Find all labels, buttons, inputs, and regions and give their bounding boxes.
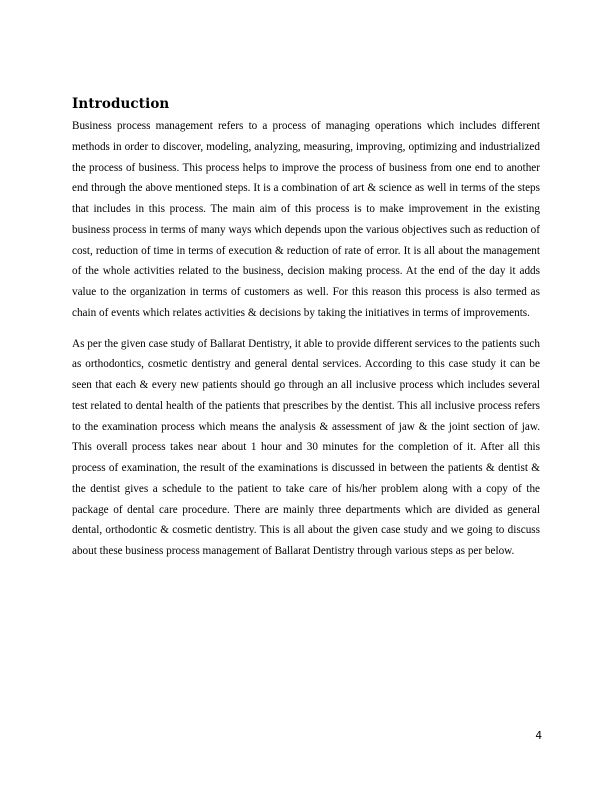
paragraph-introduction: Business process management refers to a process of managing operations which includes different methods in order to discover, modeling, analyzing, measuring, improving, optimizing and industrialized the process of business. This process helps to improve the process of business from one end to another end through the above mentioned steps. It is a combination of art & science as well in terms of the steps that includes in this process. The main aim of this process is to make improvement in the existing business process in terms of many ways which depends upon the various objectives such as reduction of cost, reduction of time in terms of execution & reduction of rate of error. It is all about the management of the whole activities related to the business, decision making process. At the end of the day it adds value to the organization in terms of customers as well. For this reason this process is also termed as chain of events which relates activities & decisions by taking the initiatives in terms of improvements. (72, 120, 540, 319)
page-number: 4 (535, 730, 542, 742)
paragraph-case-study: As per the given case study of Ballarat Dentistry, it able to provide different services to the patients such as orthodontics, cosmetic dentistry and general dental services. According to this case study it can be seen that each & every new patients should go through an all inclusive process which includes several test related to dental health of the patients that prescribes by the dentist. This all inclusive process refers to the examination process which means the analysis & assessment of jaw & the joint section of jaw. This overall process takes near about 1 hour and 30 minutes for the completion of it. After all this process of examination, the result of the examinations is discussed in between the patients & dentist & the dentist gives a schedule to the patient to take care of his/her problem along with a copy of the package of dental care procedure. There are mainly three departments which are divided as general dental, orthodontic & cosmetic dentistry. This is all about the given case study and we going to discuss about these business process management of Ballarat Dentistry through various steps as per below. (72, 337, 540, 557)
page-content (72, 95, 540, 562)
section-heading: Introduction (72, 96, 170, 112)
